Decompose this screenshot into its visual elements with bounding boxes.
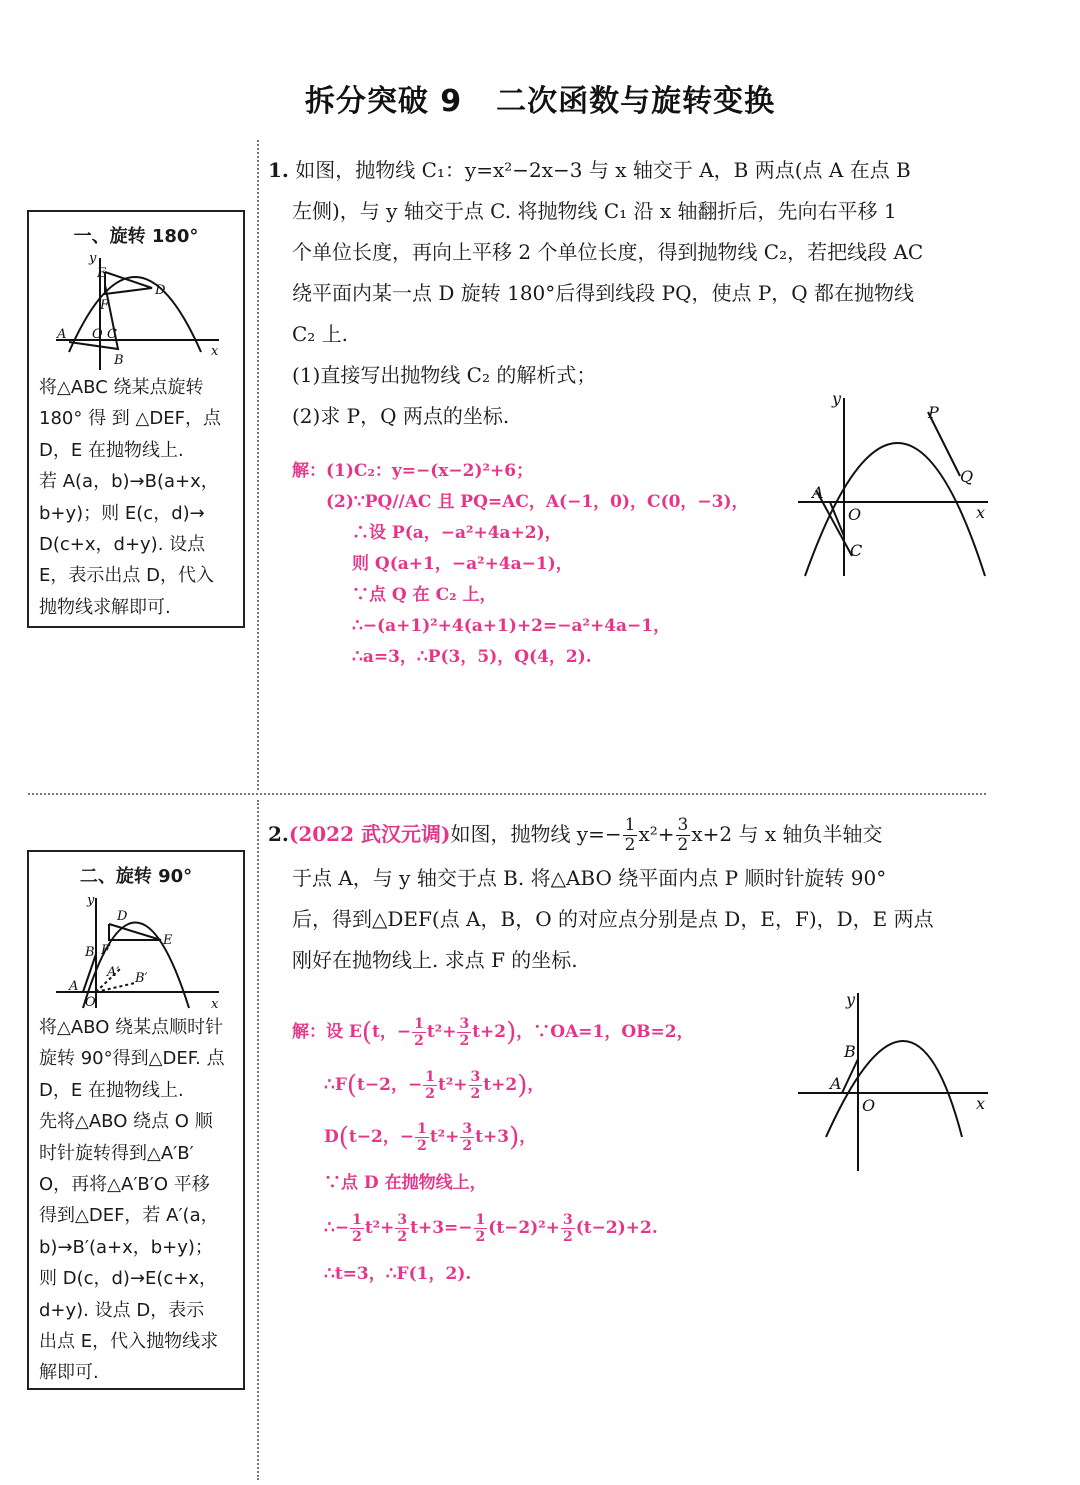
- stem-line: 个单位长度，再向上平移 2 个单位长度，得到抛物线 C₂，若把线段 AC: [292, 240, 924, 264]
- problem-2-solution: [292, 1006, 812, 1294]
- parabola: [83, 923, 189, 1009]
- tip-line: d+y). 设点 D，表示: [39, 1299, 205, 1321]
- solution-line: ∴t=3，∴F(1，2).: [324, 1263, 472, 1284]
- fraction: [561, 1213, 575, 1244]
- label-b-prime: B′: [135, 971, 148, 986]
- paren: ): [517, 1070, 528, 1100]
- label-c: C: [107, 327, 117, 342]
- page-title-main: 拆分突破 9: [304, 84, 463, 119]
- fraction: [460, 1122, 474, 1153]
- fraction: [395, 1213, 409, 1244]
- horizontal-divider: [28, 793, 986, 795]
- frac-den: 2: [562, 1228, 573, 1245]
- problem-number: 2.: [268, 822, 289, 846]
- solution-line: ∵点 D 在抛物线上，: [324, 1172, 487, 1193]
- solution-line: ∵点 Q 在 C₂ 上，: [352, 585, 497, 605]
- frac-num: 1: [417, 1121, 427, 1137]
- paren: ): [506, 1017, 517, 1048]
- vertical-divider-top: [257, 140, 259, 790]
- paren: (: [361, 1017, 373, 1048]
- tip-line: b+y)；则 E(c，d)→: [39, 502, 205, 524]
- parabola-c2: [805, 443, 985, 576]
- frac-den: 2: [624, 835, 636, 855]
- label-f: F: [100, 298, 110, 313]
- tip-box-title: 一、旋转 180°: [73, 226, 199, 247]
- solution-line: [292, 1059, 812, 1112]
- sol-text: t²+: [364, 1217, 395, 1238]
- frac-den: 2: [677, 835, 689, 855]
- frac-num: 3: [562, 1211, 573, 1228]
- frac-den: 2: [352, 1228, 362, 1245]
- stem-line: 于点 A，与 y 轴交于点 B. 将△ABO 绕平面内点 P 顺时针旋转 90°: [292, 866, 887, 890]
- problem-source: (2022 武汉元调): [288, 822, 451, 846]
- solution-line: [292, 1111, 812, 1164]
- tip-box-rotate-180: [27, 210, 245, 628]
- label-x: x: [976, 503, 986, 522]
- label-o: O: [848, 505, 862, 524]
- tip-line: 若 A(a，b)→B(a+x，: [39, 471, 219, 493]
- tip-line: 抛物线求解即可.: [39, 596, 171, 618]
- stem-line: (2)求 P，Q 两点的坐标.: [292, 404, 510, 428]
- sol-text: (t−2)²+: [488, 1217, 560, 1238]
- label-f: F: [101, 943, 111, 958]
- frac-num: 1: [352, 1211, 362, 1228]
- sol-text: t，−: [372, 1022, 412, 1042]
- frac-den: 2: [459, 1033, 470, 1049]
- sol-text: t+3=−: [410, 1217, 473, 1238]
- tip-line: 时针旋转得到△A′B′: [39, 1142, 194, 1164]
- frac-num: 3: [459, 1016, 470, 1032]
- solution-line: ∴−(a+1)²+4(a+1)+2=−a²+4a−1，: [352, 616, 671, 636]
- frac-num: 3: [677, 815, 689, 835]
- tip-line: D，E 在抛物线上.: [39, 1079, 184, 1101]
- frac-den: 2: [470, 1085, 481, 1102]
- solution-line: (2)∵PQ//AC 且 PQ=AC，A(−1，0)，C(0，−3)，: [326, 492, 749, 512]
- fraction: [474, 1213, 488, 1244]
- frac-num: 1: [425, 1068, 435, 1085]
- tip-line: O，再将△A′B′O 平移: [39, 1174, 210, 1196]
- paren: (: [338, 1122, 349, 1153]
- sol-text: ∴F: [324, 1074, 347, 1095]
- label-y: y: [87, 893, 95, 908]
- tip-line: b)→B′(a+x，b+y)；: [39, 1236, 213, 1258]
- stem-line: (1)直接写出抛物线 C₂ 的解析式；: [292, 363, 597, 387]
- fraction: [412, 1017, 426, 1048]
- page-title-sub: 二次函数与旋转变换: [496, 84, 776, 119]
- tip-line: 将△ABO 绕某点顺时针: [39, 1017, 224, 1038]
- sol-text: t−2，−: [348, 1127, 415, 1147]
- label-d: D: [117, 909, 128, 924]
- tip-text: [29, 372, 243, 623]
- stem-line: 刚好在抛物线上. 求点 F 的坐标.: [292, 948, 578, 972]
- sol-text: ，: [527, 1074, 545, 1095]
- label-a: A: [812, 483, 824, 502]
- label-p: P: [928, 403, 939, 422]
- paren: (: [346, 1070, 358, 1100]
- tip-line: 180° 得 到 △DEF，点: [39, 408, 221, 430]
- tip-line: 出点 E，代入抛物线求: [39, 1331, 219, 1353]
- frac-num: 3: [462, 1121, 473, 1137]
- tip-line: 则 D(c，d)→E(c+x，: [39, 1268, 218, 1290]
- sol-text: ∴−: [324, 1217, 350, 1238]
- frac-num: 1: [624, 815, 636, 835]
- sol-text: t²+: [437, 1074, 468, 1095]
- stem-line: C₂ 上.: [292, 322, 349, 346]
- fraction: [423, 1070, 437, 1101]
- solution-line: [292, 1202, 812, 1254]
- stem-line: 左侧)，与 y 轴交于点 C. 将抛物线 C₁ 沿 x 轴翻折后，先向右平移 1: [292, 199, 897, 223]
- frac-den: 2: [414, 1033, 424, 1049]
- frac-num: 1: [475, 1211, 486, 1228]
- fraction: [469, 1070, 483, 1101]
- frac-den: 2: [417, 1138, 427, 1154]
- tip-line: 解即可.: [39, 1362, 99, 1384]
- stem-text: x²+: [638, 822, 675, 846]
- tip-line: 得到△DEF，若 A′(a，: [39, 1205, 219, 1227]
- problem-1-solution: [292, 456, 792, 673]
- sol-text: D: [324, 1127, 339, 1147]
- fraction: [350, 1213, 364, 1244]
- label-o: O: [92, 327, 103, 342]
- paren: ): [509, 1122, 520, 1153]
- label-o: O: [862, 1096, 876, 1115]
- frac-den: 2: [462, 1138, 473, 1154]
- stem-text: 如图，抛物线 y=−: [450, 822, 622, 846]
- solution-line: [292, 1006, 812, 1059]
- tip-box-title: 二、旋转 90°: [79, 866, 193, 887]
- tip-text: [29, 1012, 243, 1389]
- label-e: E: [163, 933, 173, 948]
- label-y: y: [89, 252, 97, 266]
- solution-line: ∴设 P(a，−a²+4a+2)，: [352, 523, 562, 543]
- problem-1-figure: [790, 390, 990, 580]
- sol-text: 解：设 E: [292, 1022, 362, 1042]
- label-a: A: [830, 1074, 842, 1093]
- label-c: C: [850, 541, 863, 560]
- stem-line: 绕平面内某一点 D 旋转 180°后得到线段 PQ，使点 P，Q 都在抛物线: [292, 281, 915, 305]
- label-a: A: [57, 327, 67, 342]
- sol-text: t+2: [472, 1022, 507, 1042]
- frac-num: 1: [414, 1016, 424, 1032]
- sol-text: ，∵OA=1，OB=2，: [516, 1022, 694, 1042]
- label-q: Q: [960, 467, 974, 486]
- sol-text: (t−2)+2.: [575, 1217, 658, 1238]
- fraction: [457, 1017, 471, 1048]
- label-x: x: [211, 344, 219, 359]
- vertical-divider-bottom: [257, 800, 259, 1480]
- tip-figure-90: [51, 892, 221, 1012]
- label-y: y: [846, 990, 856, 1009]
- triangle-def: [105, 272, 152, 294]
- tip-line: D(c+x，d+y). 设点: [39, 534, 206, 556]
- fraction: [623, 817, 638, 854]
- label-x: x: [211, 997, 219, 1012]
- problem-2-figure: [790, 985, 990, 1175]
- frac-den: 2: [425, 1085, 435, 1102]
- solution-line: ∴a=3，∴P(3，5)，Q(4，2).: [352, 647, 592, 667]
- sol-text: t²+: [426, 1022, 457, 1042]
- frac-den: 2: [475, 1228, 486, 1245]
- tip-line: 先将△ABO 绕点 O 顺: [39, 1111, 213, 1133]
- tip-line: D，E 在抛物线上.: [39, 439, 184, 461]
- stem-text: x+2 与 x 轴负半轴交: [691, 822, 883, 846]
- label-b: B: [844, 1042, 856, 1061]
- solution-line: 解：(1)C₂：y=−(x−2)²+6；: [292, 461, 534, 481]
- solution-line: 则 Q(a+1，−a²+4a−1)，: [352, 554, 573, 574]
- sol-text: t−2，−: [357, 1074, 423, 1095]
- tip-box-rotate-90: [27, 850, 245, 1390]
- stem-line: 后，得到△DEF(点 A，B，O 的对应点分别是点 D，E，F)，D，E 两点: [292, 907, 934, 931]
- frac-num: 3: [470, 1068, 481, 1085]
- tip-line: 旋转 90°得到△DEF. 点: [39, 1048, 225, 1070]
- label-d: D: [155, 283, 166, 298]
- sol-text: t²+: [429, 1127, 460, 1147]
- label-b: B: [85, 945, 95, 960]
- label-y: y: [832, 390, 842, 408]
- page-title: [0, 76, 1080, 120]
- sol-text: t+3: [475, 1127, 510, 1147]
- frac-num: 3: [397, 1211, 408, 1228]
- stem-line: 如图，抛物线 C₁：y=x²−2x−3 与 x 轴交于 A，B 两点(点 A 在点 B: [295, 158, 911, 182]
- tip-line: 将△ABC 绕某点旋转: [39, 377, 204, 398]
- label-b: B: [114, 353, 124, 368]
- label-a: A: [69, 979, 79, 994]
- problem-2-stem: [268, 810, 988, 981]
- problem-number: 1.: [268, 158, 289, 182]
- tip-line: E，表示出点 D，代入: [39, 565, 214, 587]
- fraction: [415, 1122, 429, 1153]
- tip-figure-180: [51, 252, 221, 372]
- label-a-prime: A′: [107, 965, 120, 980]
- sol-text: ，: [519, 1127, 537, 1147]
- label-x: x: [976, 1094, 986, 1113]
- label-e: E: [97, 266, 107, 281]
- sol-text: t+2: [483, 1074, 518, 1095]
- frac-den: 2: [397, 1228, 408, 1245]
- label-o: O: [85, 995, 96, 1010]
- fraction: [676, 817, 691, 854]
